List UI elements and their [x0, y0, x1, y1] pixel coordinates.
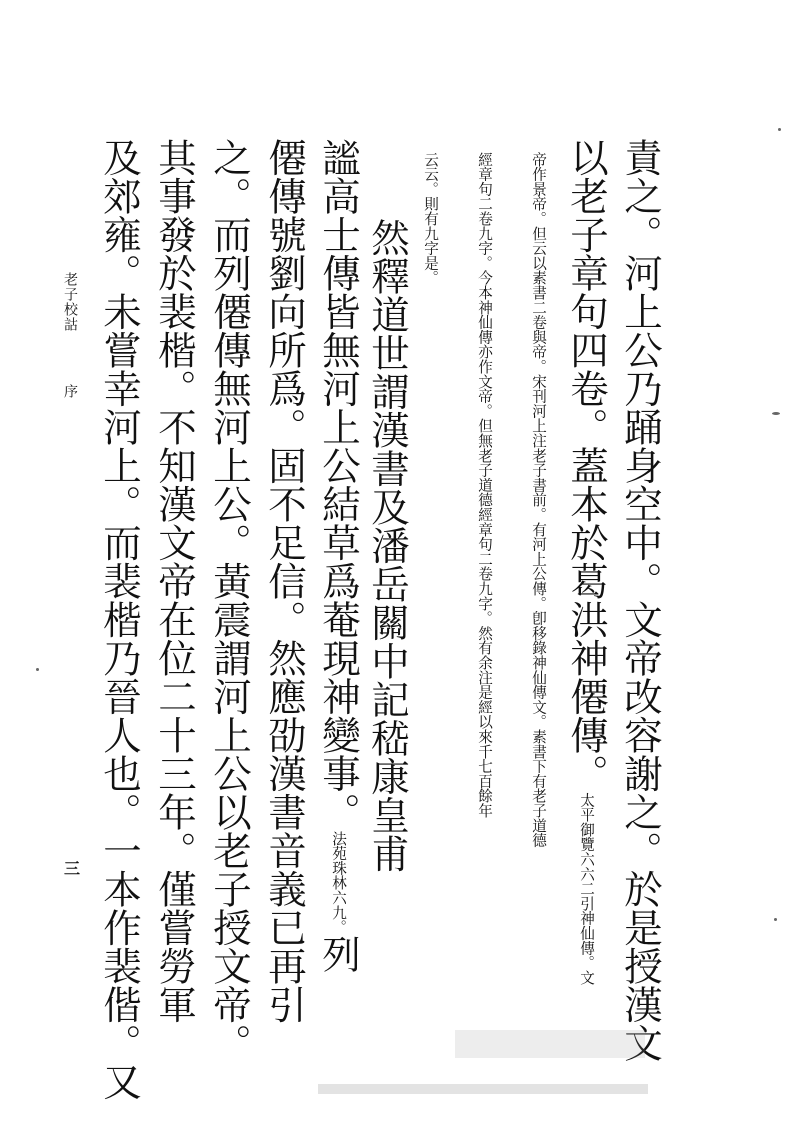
section-label: 序: [62, 384, 78, 399]
scan-speck: [774, 918, 777, 921]
scan-speck: [778, 128, 781, 131]
text-column-2-main: 以老子章句四卷。蓋本於葛洪神僊傳。: [564, 138, 609, 793]
scan-noise: [455, 1030, 645, 1058]
scan-speck: [772, 412, 780, 415]
text-column-4-tail: 列: [316, 934, 361, 974]
text-column-6: 之。而列僊傳無河上公。黃震謂河上公以老子授文帝。: [207, 138, 252, 1062]
scan-speck: [36, 668, 39, 671]
text-column-4: [316, 138, 361, 974]
text-column-2-note: 太平御覽六六二引神仙傳。文: [578, 792, 595, 985]
scan-noise-strip: [318, 1084, 648, 1094]
annotation-column-2: 經章句二卷九字。今本神仙傳亦作文帝。但無老子道德經章句二卷九字。然有余注是經以來千七百餘年: [476, 152, 493, 818]
text-column-5: 僊傳號劉向所爲。固不足信。然應劭漢書音義已再引: [262, 138, 307, 1024]
running-footer: [60, 272, 80, 399]
text-column-1: 責之。河上公乃踊身空中。文帝改容謝之。於是授漢文: [618, 138, 663, 1062]
text-column-8: 及郊雍。未嘗幸河上。而裴楷乃晉人也。一本作裴偕。又: [97, 138, 142, 1101]
text-column-7: 其事發於裴楷。不知漢文帝在位二十三年。僅嘗勞軍: [152, 138, 197, 1024]
text-column-4-main: 謐高士傳皆無河上公結草爲菴現神變事。: [316, 138, 361, 831]
text-column-4-note: 法苑珠林六九。: [330, 831, 347, 935]
annotation-column-3: 云云。則有九字是。: [422, 152, 439, 286]
text-column-2: [564, 138, 609, 985]
book-title: 老子校詁: [62, 272, 78, 332]
text-column-3: 然釋道世謂漢書及潘岳關中記嵇康皇甫: [365, 218, 410, 873]
annotation-column-1: 帝作景帝。但云以素書二卷與帝。宋刊河上注老子書前。有河上公傳。卽移錄神仙傳文。素書下有老子道德: [530, 152, 547, 848]
page-number: 三: [64, 859, 81, 878]
